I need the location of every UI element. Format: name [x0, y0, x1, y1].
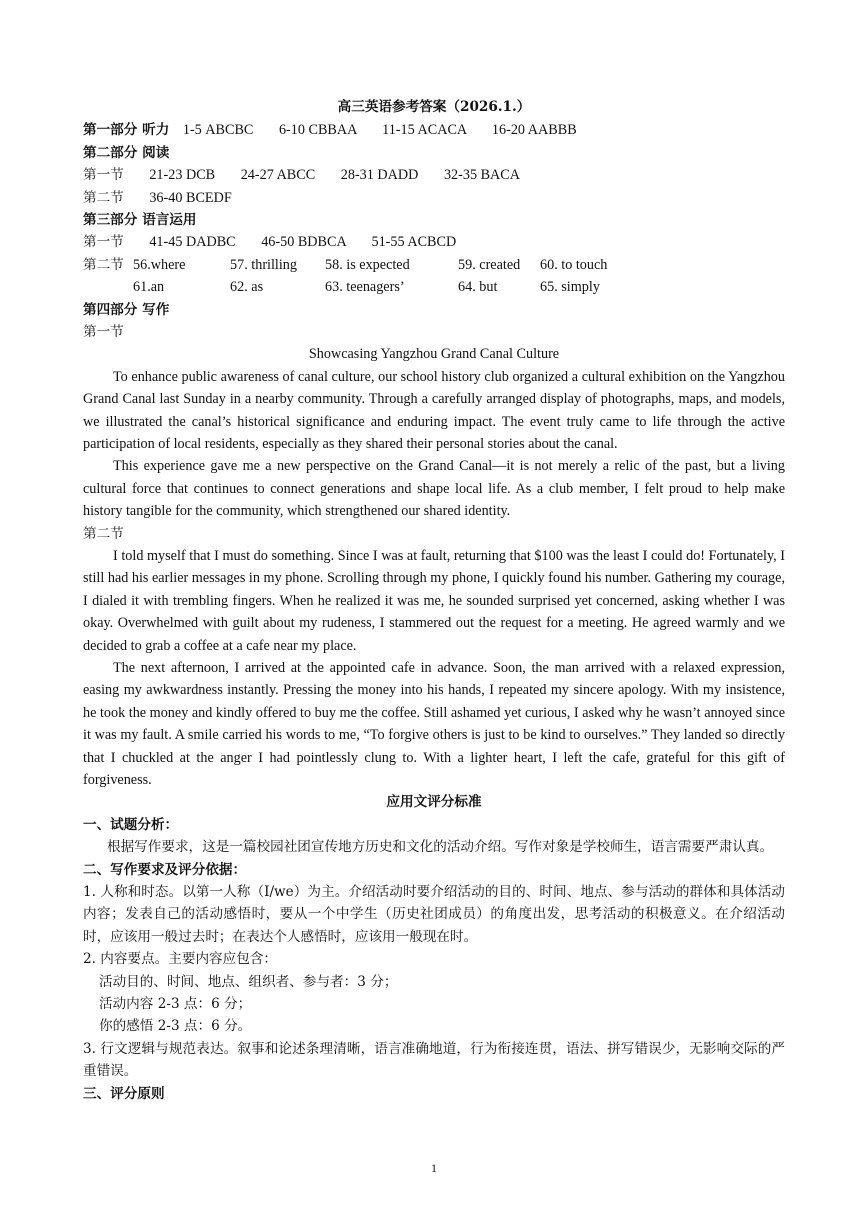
answer-group: 51-55 ACBCD	[371, 234, 457, 251]
section-label: 第二节	[83, 256, 124, 273]
answer-group: 41-45 DADBC	[149, 234, 236, 251]
section-label: 第一节	[83, 234, 124, 251]
cloze-answer: 62. as	[230, 279, 264, 296]
page-title: 高三英语参考答案（2026.1.）	[337, 99, 531, 115]
section-label: 第一节	[83, 323, 124, 340]
rubric-subitem: 活动目的、时间、地点、组织者、参与者：3 分；	[99, 973, 398, 990]
section-label: 第二节	[83, 525, 124, 542]
story-paragraph: The next afternoon, I arrived at the appointed cafe in advance. Soon, the man arrived with a relaxed expression, easing my awkwardness instantly. Pressing the money into his hands, I repeated my sincere apology. With my insistence, he took the money and kindly offered to buy me the coffee. Still ashamed yet curious, I asked why he wasn’t annoyed since it was my fault. A smile carried his words to me, “To forgive others is just to be kind to ourselves.” They landed so directly that I chuckled at the anger I had pointlessly clung to. With a lighter heart, I left the cafe, grateful for this gift of forgiveness.	[83, 659, 785, 788]
rubric-heading: 三、评分原则	[83, 1085, 165, 1102]
part3-label: 第三部分 语言运用	[83, 211, 197, 228]
rubric-subitem: 你的感悟 2-3 点：6 分。	[99, 1018, 252, 1035]
cloze-answer: 58. is expected	[325, 256, 410, 273]
part1-row	[83, 119, 785, 141]
answer-group: 16-20 AABBB	[491, 122, 577, 139]
rubric-item: 2. 内容要点。主要内容应包含：	[83, 951, 278, 968]
answer-group: 21-23 DCB	[149, 167, 216, 184]
answer-group: 28-31 DADD	[340, 167, 419, 184]
answer-group: 24-27 ABCC	[240, 167, 316, 184]
answer-group: 32-35 BACA	[443, 167, 521, 184]
cloze-answer: 56.where	[133, 256, 186, 273]
section-label: 第一节	[83, 167, 124, 184]
essay-paragraph: To enhance public awareness of canal culture, our school history club organized a cultural exhibition on the Yangzhou Grand Canal last Sunday in a nearby community. Through a carefully arranged display of photographs, maps, and models, we illustrated the canal’s historical significance and enduring impact. The event truly came to life through the active participation of local residents, especially as they shared their personal stories about the canal.	[83, 368, 785, 452]
essay-paragraph: This experience gave me a new perspective on the Grand Canal—it is not merely a relic of the past, but a living cultural force that continues to connect generations and shape local life. As a club member, I felt proud to help make history tangible for the community, which strengthened our shared identity.	[83, 458, 785, 520]
part2-sec1-row	[83, 164, 785, 186]
answer-group: 46-50 BDBCA	[261, 234, 346, 251]
rubric-paragraph: 根据写作要求，这是一篇校园社团宣传地方历史和文化的活动介绍。写作对象是学校师生，语言需要严肃认真。	[107, 839, 774, 856]
cloze-answer: 65. simply	[540, 279, 600, 296]
answer-sheet	[83, 96, 785, 1105]
rubric-item: 3. 行文逻辑与规范表达。叙事和论述条理清晰，语言准确地道，行为衔接连贯，语法、拼写错误少，无影响交际的严重错误。	[83, 1040, 785, 1080]
answer-group: 1-5 ABCBC	[182, 122, 254, 139]
rubric-subitem: 活动内容 2-3 点：6 分；	[99, 996, 252, 1013]
part2-sec2-row	[83, 187, 785, 209]
part4-label: 第四部分 写作	[83, 301, 170, 318]
cloze-answer: 57. thrilling	[230, 256, 297, 273]
rubric-heading: 二、写作要求及评分依据：	[83, 861, 247, 878]
part3-sec1-row	[83, 231, 785, 253]
page-number: 1	[431, 1161, 437, 1175]
part2-label: 第二部分 阅读	[83, 144, 170, 161]
section-label: 第二节	[83, 189, 124, 206]
answer-group: 11-15 ACACA	[382, 122, 467, 139]
cloze-answer: 59. created	[458, 256, 521, 273]
cloze-answer: 64. but	[458, 279, 498, 296]
answer-group: 36-40 BCEDF	[149, 189, 232, 206]
essay-title: Showcasing Yangzhou Grand Canal Culture	[308, 346, 560, 363]
cloze-answer: 63. teenagers’	[325, 279, 405, 296]
rubric-heading: 一、试题分析：	[83, 816, 179, 833]
cloze-answer: 60. to touch	[540, 256, 608, 273]
rubric-title: 应用文评分标准	[386, 794, 482, 811]
answer-group: 6-10 CBBAA	[278, 122, 357, 139]
rubric-item: 1. 人称和时态。以第一人称（I/we）为主。介绍活动时要介绍活动的目的、时间、地点、参与活动的群体和具体活动内容；发表自己的活动感悟时，要从一个中学生（历史社团成员）的角度出发，思考活动的积极意义。在介绍活动时，应该用一般过去时；在表达个人感悟时，应该用一般现在时。	[83, 884, 785, 945]
cloze-answer: 61.an	[133, 279, 165, 296]
story-paragraph: I told myself that I must do something. Since I was at fault, returning that $100 was the least I could do! Fortunately, I still had his earlier messages in my phone. Scrolling through my phone, I quickly found his number. Gathering my courage, I dialed it with trembling fingers. When he realized it was me, he sounded surprised yet concerned, asking whether I was okay. Overwhelmed with guilt about my rudeness, I stammered out the request for a meeting. He agreed warmly and we decided to grab a coffee at a cafe near my place.	[83, 547, 785, 654]
part3-sec2-grid	[83, 254, 785, 299]
part1-label: 第一部分 听力	[83, 122, 170, 139]
